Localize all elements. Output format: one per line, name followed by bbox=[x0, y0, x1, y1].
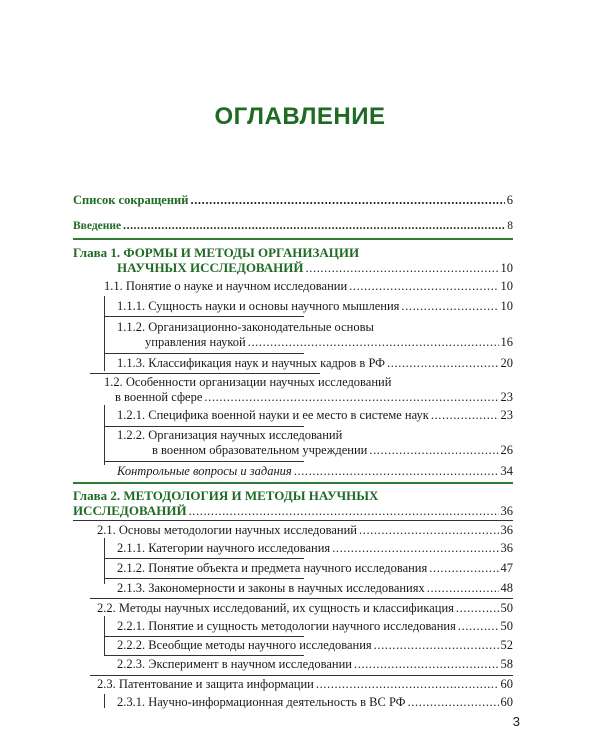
toc-entry-label: 2.3.1. Научно-информационная деятельность в ВС РФ bbox=[117, 695, 406, 709]
toc-entry-label: 2.2.1. Понятие и сущность методологии научного исследования bbox=[117, 619, 456, 633]
chapter-2-title-line1[interactable]: Глава 2. МЕТОДОЛОГИЯ И МЕТОДЫ НАУЧНЫХ bbox=[73, 488, 379, 503]
toc-entry-2-1[interactable] bbox=[97, 522, 513, 538]
dot-leader bbox=[408, 694, 499, 710]
toc-entry-label: 1.1.1. Сущность науки и основы научного мышления bbox=[117, 299, 400, 313]
dot-leader bbox=[359, 522, 499, 538]
dot-leader bbox=[431, 407, 499, 423]
toc-entry-introduction[interactable] bbox=[73, 218, 513, 234]
dot-leader bbox=[458, 618, 499, 634]
toc-entry-label: в военной сфере bbox=[115, 390, 203, 404]
toc-entry-page: 36 bbox=[500, 523, 513, 537]
toc-entry-page: 34 bbox=[500, 464, 513, 478]
dot-leader bbox=[190, 192, 504, 208]
toc-entry-page: 50 bbox=[500, 601, 513, 615]
dot-leader bbox=[429, 560, 498, 576]
toc-entry-label: в военном образовательном учреждении bbox=[152, 443, 368, 457]
section-bracket bbox=[104, 405, 105, 465]
toc-entry-page: 48 bbox=[500, 581, 513, 595]
toc-entry-label: 2.3. Патентование и защита информации bbox=[97, 677, 314, 691]
toc-entry-1-2-line1[interactable]: 1.2. Особенности организации научных исследований bbox=[104, 375, 392, 389]
dot-leader bbox=[354, 656, 499, 672]
dot-leader bbox=[401, 298, 498, 314]
dot-leader bbox=[204, 389, 498, 405]
toc-entry-abbreviations[interactable] bbox=[73, 192, 513, 208]
toc-entry-2-1-3[interactable] bbox=[117, 580, 513, 596]
toc-entry-label: 1.1. Понятие о науке и научном исследовании bbox=[104, 279, 348, 293]
toc-entry-label: НАУЧНЫХ ИССЛЕДОВАНИЙ bbox=[117, 260, 304, 275]
dot-leader bbox=[248, 334, 499, 350]
toc-entry-2-2[interactable] bbox=[97, 600, 513, 616]
page-number: 3 bbox=[512, 714, 520, 729]
toc-entry-1-2-2-line1[interactable]: 1.2.2. Организация научных исследований bbox=[117, 428, 343, 442]
dot-leader bbox=[316, 676, 499, 692]
subsection-rule bbox=[104, 316, 304, 317]
toc-entry-page: 16 bbox=[500, 335, 513, 349]
toc-entry-page: 23 bbox=[500, 390, 513, 404]
dot-leader bbox=[369, 442, 498, 458]
toc-entry-page: 60 bbox=[500, 677, 513, 691]
page-title: ОГЛАВЛЕНИЕ bbox=[214, 103, 386, 130]
toc-entry-label: 2.1.2. Понятие объекта и предмета научного исследования bbox=[117, 561, 428, 575]
dot-leader bbox=[349, 278, 498, 294]
toc-entry-2-2-3[interactable] bbox=[117, 656, 513, 672]
toc-entry-page: 50 bbox=[500, 619, 513, 633]
toc-entry-label: ИССЛЕДОВАНИЙ bbox=[73, 503, 187, 518]
dot-leader bbox=[332, 540, 498, 556]
toc-entry-2-2-2[interactable] bbox=[117, 637, 513, 653]
toc-entry-label: 2.2. Методы научных исследований, их сущность и классификация bbox=[97, 601, 454, 615]
dot-leader bbox=[387, 355, 498, 371]
subsection-rule bbox=[104, 461, 304, 462]
toc-entry-questions-1[interactable] bbox=[117, 463, 513, 479]
chapter-1-title-line1[interactable]: Глава 1. ФОРМЫ И МЕТОДЫ ОРГАНИЗАЦИИ bbox=[73, 245, 360, 260]
toc-entry-chapter-1[interactable] bbox=[117, 260, 513, 276]
toc-entry-page: 36 bbox=[500, 541, 513, 555]
toc-entry-1-1-3[interactable] bbox=[117, 355, 513, 371]
toc-entry-label: управления наукой bbox=[145, 335, 246, 349]
toc-entry-chapter-2[interactable] bbox=[73, 503, 513, 519]
toc-entry-label: 2.1. Основы методологии научных исследований bbox=[97, 523, 357, 537]
section-bracket bbox=[104, 694, 105, 708]
toc-entry-page: 26 bbox=[500, 443, 513, 457]
toc-entry-2-1-2[interactable] bbox=[117, 560, 513, 576]
toc-entry-label: 1.1.3. Классификация наук и научных кадров в РФ bbox=[117, 356, 386, 370]
toc-entry-label: Контрольные вопросы и задания bbox=[117, 464, 292, 478]
toc-entry-page: 60 bbox=[500, 695, 513, 709]
toc-entry-page: 23 bbox=[500, 408, 513, 422]
toc-entry-1-1-2-line1[interactable]: 1.1.2. Организационно-законодательные основы bbox=[117, 320, 374, 334]
toc-entry-page: 8 bbox=[507, 220, 513, 232]
subsection-rule bbox=[104, 558, 304, 559]
toc-entry-2-3-1[interactable] bbox=[117, 694, 513, 710]
toc-entry-page: 10 bbox=[500, 261, 513, 275]
toc-entry-page: 10 bbox=[500, 299, 513, 313]
toc-entry-page: 20 bbox=[500, 356, 513, 370]
toc-entry-label: Введение bbox=[73, 220, 122, 232]
toc-entry-label: 2.1.3. Закономерности и законы в научных исследованиях bbox=[117, 581, 425, 595]
dot-leader bbox=[427, 580, 499, 596]
toc-entry-2-3[interactable] bbox=[97, 676, 513, 692]
toc-entry-page: 6 bbox=[506, 193, 513, 207]
dot-leader bbox=[374, 637, 499, 653]
toc-entry-1-1-2[interactable] bbox=[145, 334, 513, 350]
toc-entry-2-2-1[interactable] bbox=[117, 618, 513, 634]
toc-entry-page: 36 bbox=[500, 504, 513, 518]
toc-entry-1-2[interactable] bbox=[115, 389, 513, 405]
section-rule bbox=[73, 520, 513, 521]
toc-entry-1-2-1[interactable] bbox=[117, 407, 513, 423]
toc-entry-page: 47 bbox=[500, 561, 513, 575]
toc-entry-page: 10 bbox=[500, 279, 513, 293]
toc-entry-label: 2.2.3. Эксперимент в научном исследовании bbox=[117, 657, 352, 671]
dot-leader bbox=[306, 260, 499, 276]
section-bracket bbox=[104, 296, 105, 371]
toc-entry-label: 2.2.2. Всеобщие методы научного исследования bbox=[117, 638, 372, 652]
toc-entry-1-1[interactable] bbox=[104, 278, 513, 294]
dot-leader bbox=[189, 503, 499, 519]
subsection-rule bbox=[104, 353, 304, 354]
dot-leader bbox=[294, 463, 499, 479]
toc-entry-label: 2.1.1. Категории научного исследования bbox=[117, 541, 331, 555]
subsection-rule bbox=[104, 578, 304, 579]
chapter-divider bbox=[73, 238, 513, 240]
dot-leader bbox=[123, 218, 505, 234]
toc-entry-label: 1.2.1. Специфика военной науки и ее место в системе наук bbox=[117, 408, 429, 422]
chapter-divider bbox=[73, 482, 513, 484]
toc-entry-1-2-2[interactable] bbox=[152, 442, 513, 458]
dot-leader bbox=[456, 600, 499, 616]
toc-entry-page: 58 bbox=[500, 657, 513, 671]
toc-entry-label: Список сокращений bbox=[73, 193, 189, 207]
toc-entry-2-1-1[interactable] bbox=[117, 540, 513, 556]
toc-entry-1-1-1[interactable] bbox=[117, 298, 513, 314]
section-rule bbox=[90, 598, 513, 599]
toc-entry-page: 52 bbox=[500, 638, 513, 652]
